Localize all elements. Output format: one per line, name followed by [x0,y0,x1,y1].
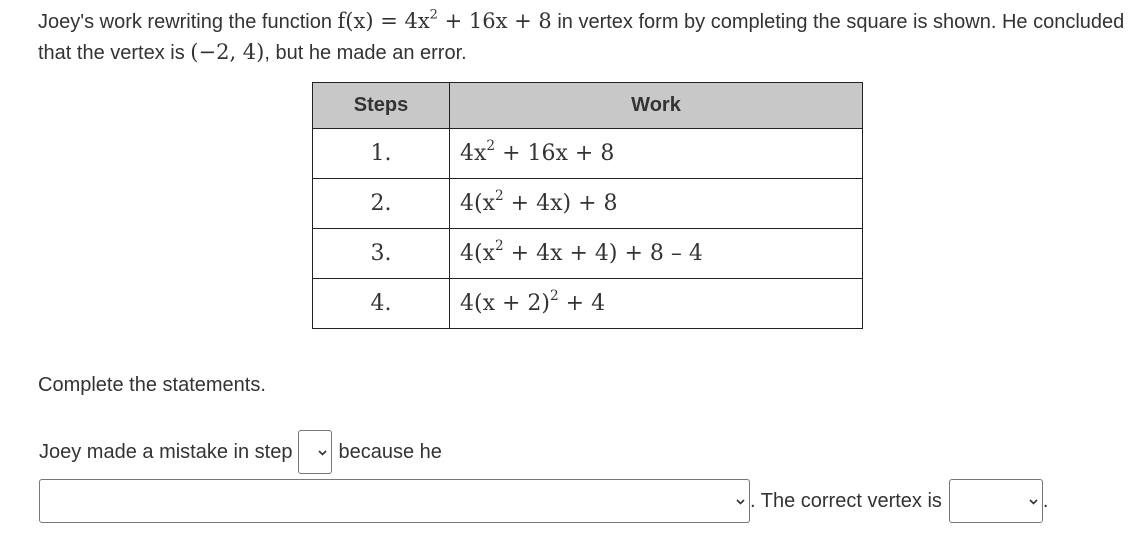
table-row [313,229,863,279]
steps-header: Steps [313,83,450,129]
step-number: 2. [313,179,450,229]
step-dropdown[interactable] [298,430,332,474]
function-lhs: f(x) = 4x [337,9,430,33]
table-header-row [313,83,863,129]
expr-part: 4(x + 2) [460,291,550,316]
intro-text-3: , but he made an error. [264,42,467,64]
step-number: 4. [313,279,450,329]
chevron-down-icon [736,494,745,508]
expr-part: + 4x) + 8 [503,191,618,216]
function-expression [338,9,552,33]
vertex-dropdown[interactable] [949,479,1043,523]
work-header: Work [450,83,863,129]
intro-text-2: in vertex form by completing the square is shown. He concluded that the vertex is [38,11,1125,64]
statement-two-end: . [1042,489,1049,512]
expr-part: + 4 [558,291,606,316]
statement-two [39,479,1048,523]
step-number: 3. [313,229,450,279]
intro-text-1: Joey's work rewriting the function [38,11,338,33]
question-intro [38,6,1138,68]
work-expression [450,179,863,229]
work-expression [450,229,863,279]
work-expression [450,279,863,329]
statement-two-middle: . The correct vertex is [750,489,942,512]
expr-part: + 4x + 4) + 8 – 4 [503,241,703,266]
expr-part: 4(x [460,191,495,216]
claimed-vertex: (−2, 4) [190,40,265,64]
table-row [313,279,863,329]
statement-one-tail: because he [338,440,442,463]
expr-exponent: 2 [486,137,496,154]
table-row [313,129,863,179]
expr-part: 4x [460,141,487,166]
expr-part: 4(x [460,241,495,266]
expr-exponent: 2 [550,287,559,304]
work-expression [450,129,863,179]
expr-exponent: 2 [495,237,504,254]
function-rhs: + 16x + 8 [437,9,552,33]
step-number: 1. [313,129,450,179]
statement-one [39,430,442,474]
reason-dropdown[interactable] [39,479,750,523]
work-table [312,82,863,329]
expr-part: + 16x + 8 [495,141,615,166]
chevron-down-icon [318,445,327,459]
table-row [313,179,863,229]
chevron-down-icon [1029,494,1038,508]
instructions: Complete the statements. [38,374,266,396]
function-exponent: 2 [429,7,438,23]
statement-one-lead: Joey made a mistake in step [39,440,293,463]
expr-exponent: 2 [495,187,504,204]
